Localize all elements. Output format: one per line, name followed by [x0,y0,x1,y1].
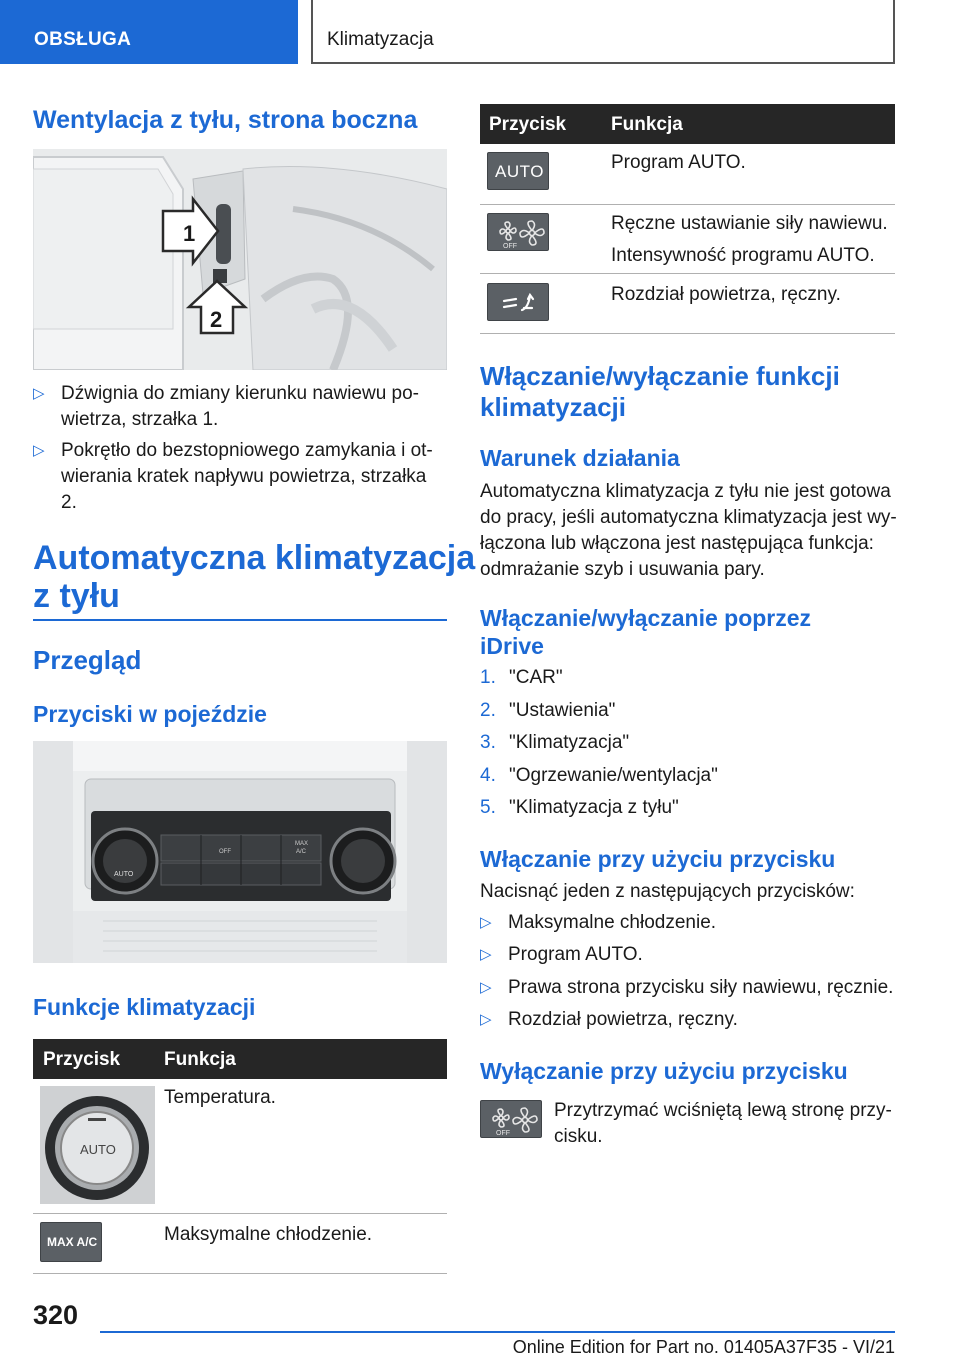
svg-text:A/C: A/C [296,849,307,855]
svg-text:OFF: OFF [503,243,517,250]
list-item: ▷ Maksymalne chłodzenie. [480,910,895,936]
svg-text:1: 1 [183,221,196,246]
max-ac-button-icon: MAX A/C [40,1222,102,1262]
table-divider [480,204,895,205]
button-on-heading: Włączanie przy użyciu przycisku [480,846,836,872]
footer-rule [100,1331,895,1333]
condition-line: odmrażanie szyb i usuwania pary. [480,559,765,580]
button-on-intro: Nacisnąć jeden z następujących przycisków: [480,881,855,902]
svg-text:AUTO: AUTO [114,871,134,878]
bullet-triangle-icon: ▷ [480,1011,492,1028]
console-photo [33,741,447,963]
bullet-triangle-icon: ▷ [480,946,492,963]
table-divider [480,333,895,334]
condition-line: do pracy, jeśli automatyczna klimatyzacja jest wy- [480,507,897,528]
function-text: Maksymalne chłodzenie. [164,1224,373,1245]
bullet-triangle-icon: ▷ [33,385,45,402]
condition-heading: Warunek działania [480,445,680,471]
overview-heading: Przegląd [33,645,142,675]
page-number: 320 [33,1300,79,1330]
functions-heading: Funkcje klimatyzacji [33,994,256,1020]
side-vent-heading: Wentylacja z tyłu, strona boczna [33,106,418,134]
auto-button-icon: AUTO [487,152,549,190]
chapter-title: Klimatyzacja [327,29,434,50]
function-text: Rozdział powietrza, ręczny. [611,284,841,305]
idrive-heading-line2: iDrive [480,633,544,659]
heading-rule [33,619,447,621]
button-off-heading: Wyłączanie przy użyciu przycisku [480,1058,848,1084]
bullet-triangle-icon: ▷ [480,979,492,996]
svg-text:AUTO: AUTO [80,1142,116,1157]
function-text: Intensywność programu AUTO. [611,245,875,266]
list-item: "Ogrzewanie/wentylacja" [509,765,718,786]
list-item: "Ustawienia" [509,700,616,721]
section-title: OBSŁUGA [34,29,132,50]
idrive-heading-line1: Włączanie/wyłączanie poprzez [480,605,812,631]
table-divider [33,1273,447,1274]
buttons-heading: Przyciski w pojeździe [33,701,267,727]
bullet-triangle-icon: ▷ [33,442,45,459]
function-text: Ręczne ustawianie siły nawiewu. [611,213,888,234]
main-heading-line1: Automatyczna klimatyzacja [33,539,476,577]
list-item: ▷ Program AUTO. [480,942,895,968]
list-item: "Klimatyzacja" [509,732,630,753]
main-heading-line2: z tyłu [33,577,120,615]
condition-line: łączona lub włączona jest następująca funkcja: [480,533,874,554]
svg-text:OFF: OFF [496,1130,510,1137]
edition-text: Online Edition for Part no. 01405A37F35 - VI/21 [512,1337,895,1357]
section-tab [0,0,298,64]
list-item: ▷ Pokrętło do bezstopniowego zamykania i ot- wierania kratek napływu powietrza, strzałka 2. [33,440,433,513]
bullet-triangle-icon: ▷ [480,914,492,931]
button-off-text: Przytrzymać wciśniętą lewą stronę przy- [554,1100,892,1121]
chapter-box [311,0,895,64]
svg-text:MAX: MAX [295,841,309,847]
condition-line: Automatyczna klimatyzacja z tyłu nie jest gotowa [480,481,891,502]
table-header: Przycisk Funkcja [480,104,895,144]
idrive-steps: 1. "CAR" 2. "Ustawienia" 3. "Klimatyzacja" 4. "Ogrzewanie/wentylacja" 5. "Klimatyzacja z tyłu" [480,665,895,825]
svg-text:2: 2 [210,307,223,332]
table-divider [33,1213,447,1214]
side-vent-photo [33,149,447,370]
list-item: ▷ Rozdział powietrza, ręczny. [480,1007,895,1033]
function-text: Program AUTO. [611,152,746,173]
list-item: ▷ Prawa strona przycisku siły nawiewu, ręcznie. [480,975,895,1001]
table-divider [480,273,895,274]
svg-text:OFF: OFF [219,849,231,855]
button-off-text: cisku. [554,1126,603,1147]
fan-off-button-icon [480,1100,542,1138]
list-item: "Klimatyzacja z tyłu" [509,797,679,818]
switch-heading-line1: Włączanie/wyłączanie funkcji [480,361,840,391]
air-distribution-icon [487,283,549,321]
temperature-knob-icon [40,1086,155,1204]
switch-heading-line2: klimatyzacji [480,392,626,422]
list-item: "CAR" [509,667,563,688]
fan-off-button-icon [487,213,549,251]
function-text: Temperatura. [164,1087,276,1108]
list-item: ▷ Dźwignia do zmiany kierunku nawiewu po- wietrza, strzałka 1. [33,383,420,430]
table-header: Przycisk Funkcja [33,1039,447,1079]
